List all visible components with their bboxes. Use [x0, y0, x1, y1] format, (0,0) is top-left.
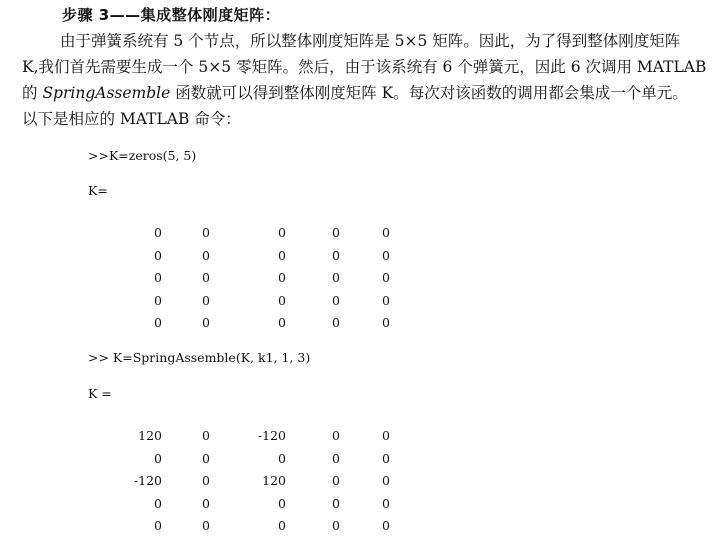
matrix-cell: 0: [278, 270, 286, 285]
matrix-cell: 0: [202, 450, 210, 466]
matrix-cell: 0: [154, 450, 162, 466]
matrix-cell: 120: [262, 473, 286, 488]
matrix-row: [120, 448, 390, 471]
section-heading: 步骤 3——集成整体刚度矩阵：: [62, 6, 281, 24]
matrix-row: [120, 425, 390, 448]
paragraph-line-3-pre: 的: [22, 84, 43, 102]
matrix-row: [120, 245, 390, 268]
matrix-cell: 0: [382, 450, 390, 466]
matrix-cell: 0: [278, 225, 286, 240]
zero-matrix: [120, 222, 390, 335]
matrix-cell: 0: [202, 270, 210, 285]
matrix-cell: 0: [332, 473, 340, 488]
matrix-row: [120, 267, 390, 290]
intro-paragraph: [22, 28, 718, 132]
matrix-cell: 0: [202, 292, 210, 308]
matrix-cell: 0: [382, 518, 390, 533]
matrix-row: [120, 470, 390, 493]
assembled-matrix: [120, 425, 390, 538]
matrix-cell: 0: [202, 473, 210, 488]
matrix-cell: 0: [154, 225, 162, 240]
matrix-cell: 0: [202, 518, 210, 533]
matrix-cell: 0: [332, 450, 340, 466]
paragraph-line-4: 以下是相应的 MATLAB 命令：: [22, 110, 241, 128]
matrix-cell: 0: [154, 315, 162, 330]
matrix-cell: 0: [382, 270, 390, 285]
matrix-cell: 0: [332, 428, 340, 443]
matrix-cell: 0: [278, 315, 286, 330]
matrix-cell: 0: [382, 292, 390, 308]
matrix-cell: 0: [382, 495, 390, 511]
matrix-cell: 0: [202, 495, 210, 511]
matrix-row: [120, 290, 390, 313]
matrix-cell: -120: [257, 428, 286, 443]
matrix-cell: 0: [202, 315, 210, 330]
matrix-cell: 0: [278, 450, 286, 466]
matrix-cell: 0: [332, 495, 340, 511]
paragraph-line-2: K,我们首先需要生成一个 5×5 零矩阵。然后，由于该系统有 6 个弹簧元，因此 6 次调用 MATLAB: [22, 58, 707, 76]
matrix-cell: 0: [382, 225, 390, 240]
matrix-row: [120, 312, 390, 335]
paragraph-line-3-post: 函数就可以得到整体刚度矩阵 K。每次对该函数的调用都会集成一个单元。: [170, 84, 688, 102]
matrix-cell: 0: [332, 315, 340, 330]
matrix-cell: 0: [154, 292, 162, 308]
matrix-cell: 0: [332, 247, 340, 263]
matrix-cell: 0: [332, 292, 340, 308]
matrix-cell: 0: [382, 428, 390, 443]
function-name: SpringAssemble: [42, 84, 171, 102]
matrix-cell: 0: [278, 518, 286, 533]
paragraph-line-3: [22, 80, 718, 106]
matrix-cell: 0: [202, 428, 210, 443]
command-1-output-label: K=: [88, 183, 108, 198]
command-2-input: >> K=SpringAssemble(K, k1, 1, 3): [88, 350, 311, 365]
matrix-cell: 0: [278, 292, 286, 308]
matrix-cell: -120: [133, 473, 162, 488]
command-2-output-label: K =: [88, 386, 112, 401]
matrix-cell: 0: [154, 495, 162, 511]
matrix-cell: 0: [154, 270, 162, 285]
matrix-cell: 0: [278, 247, 286, 263]
matrix-cell: 0: [382, 473, 390, 488]
matrix-row: [120, 222, 390, 245]
matrix-cell: 0: [154, 518, 162, 533]
matrix-cell: 0: [382, 315, 390, 330]
matrix-cell: 120: [138, 428, 162, 443]
matrix-cell: 0: [202, 247, 210, 263]
matrix-cell: 0: [332, 518, 340, 533]
matrix-row: [120, 515, 390, 538]
matrix-cell: 0: [278, 495, 286, 511]
paragraph-line-1: 由于弹簧系统有 5 个节点，所以整体刚度矩阵是 5×5 矩阵。因此，为了得到整体刚度矩阵: [60, 32, 681, 50]
matrix-cell: 0: [382, 247, 390, 263]
matrix-row: [120, 493, 390, 516]
command-1-input: >>K=zeros(5, 5): [88, 148, 197, 163]
matrix-cell: 0: [332, 270, 340, 285]
matrix-cell: 0: [154, 247, 162, 263]
matrix-cell: 0: [202, 225, 210, 240]
matrix-cell: 0: [332, 225, 340, 240]
